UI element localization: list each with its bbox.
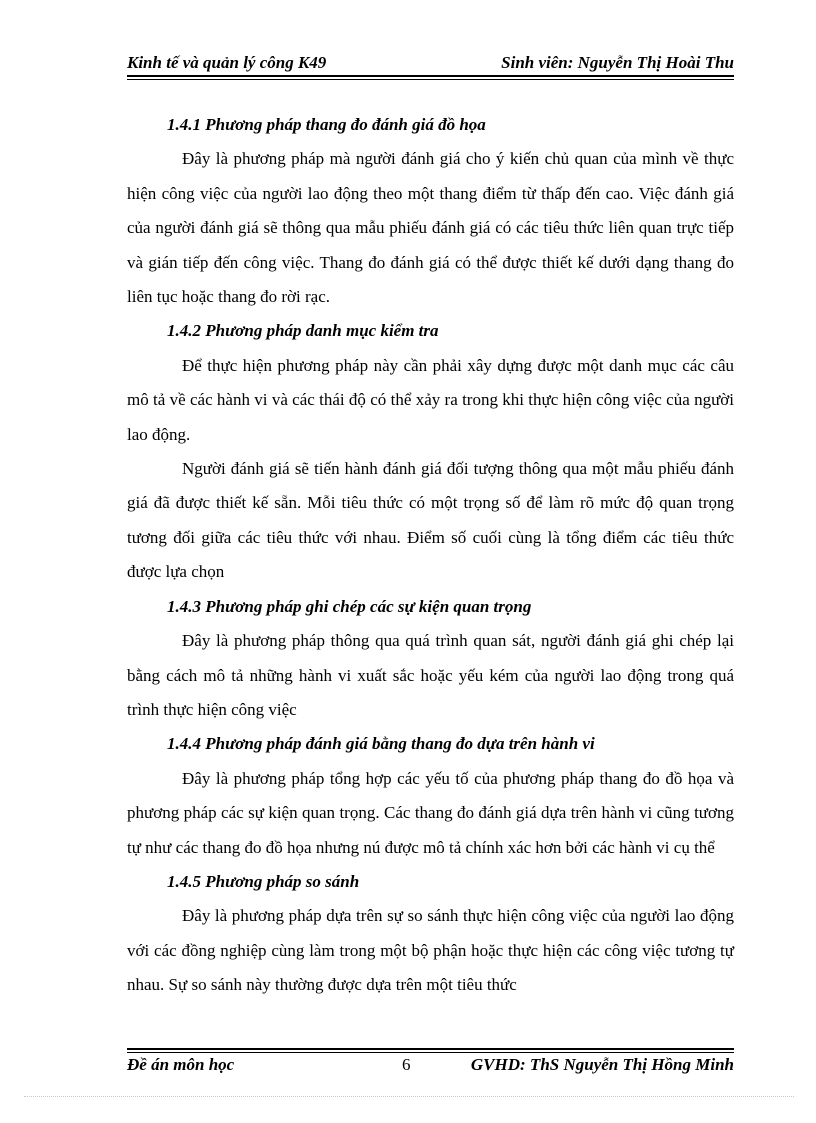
header-student: Sinh viên: Nguyễn Thị Hoài Thu bbox=[501, 53, 734, 72]
page-footer bbox=[127, 1053, 734, 1077]
page-number: 6 bbox=[402, 1055, 411, 1074]
footer-supervisor: GVHD: ThS Nguyễn Thị Hồng Minh bbox=[470, 1055, 734, 1074]
footer-document-type: Đề án môn học bbox=[127, 1055, 235, 1074]
paragraph: Đây là phương pháp tổng hợp các yếu tố của phương pháp thang đo đồ họa và phương pháp các sự kiện quan trọng. Các thang đo đánh giá dựa trên hành vi cũng tương tự như các thang đo đồ họa nhưng nú được mô tả chính xác hơn bởi các hành vi cụ thể bbox=[127, 768, 734, 857]
paragraph: Người đánh giá sẽ tiến hành đánh giá đối tượng thông qua một mẫu phiếu đánh giá đã được thiết kế sẵn. Mỗi tiêu thức có một trọng số để làm rõ mức độ quan trọng tương đối giữa các tiêu thức với nhau. Điểm số cuối cùng là tổng điểm các tiêu thức được lựa chọn bbox=[127, 459, 734, 582]
header-course: Kinh tế và quản lý công K49 bbox=[127, 53, 327, 72]
paragraph: Đây là phương pháp dựa trên sự so sánh thực hiện công việc của người lao động với các đồng nghiệp cùng làm trong một bộ phận hoặc thực hiện các công việc tương tự nhau. Sự so sánh này thường được dựa trên một tiêu thức bbox=[127, 906, 734, 995]
section-heading-1-4-1: 1.4.1 Phương pháp thang đo đánh giá đồ họa bbox=[167, 115, 486, 134]
section-heading-1-4-5: 1.4.5 Phương pháp so sánh bbox=[167, 871, 360, 891]
section-heading-1-4-4: 1.4.4 Phương pháp đánh giá bằng thang đo dựa trên hành vi bbox=[167, 734, 595, 754]
header-rule bbox=[127, 75, 734, 80]
section-heading-1-4-3: 1.4.3 Phương pháp ghi chép các sự kiện quan trọng bbox=[167, 596, 532, 616]
paragraph: Đây là phương pháp thông qua quá trình quan sát, người đánh giá ghi chép lại bằng cách mô tả những hành vi xuất sắc hoặc yếu kém của người lao động trong quá trình thực hiện công việc bbox=[127, 631, 734, 719]
document-body bbox=[127, 108, 734, 1003]
section-heading-1-4-2: 1.4.2 Phương pháp danh mục kiểm tra bbox=[167, 321, 439, 341]
paragraph: Để thực hiện phương pháp này cần phải xây dựng được một danh mục các câu mô tả về các hành vi và các thái độ có thể xảy ra trong khi thực hiện công việc của người lao động. bbox=[127, 355, 734, 444]
page-header bbox=[127, 48, 734, 74]
paragraph: Đây là phương pháp mà người đánh giá cho ý kiến chủ quan của mình về thực hiện công việc của người lao động theo một thang điểm từ thấp đến cao. Việc đánh giá của người đánh giá sẽ thông qua mẫu phiếu đánh giá có các tiêu thức liên quan trực tiếp và gián tiếp đến công việc. Thang đo đánh giá có thể được thiết kế dưới dạng thang đo liên tục hoặc thang đo rời rạc. bbox=[127, 149, 734, 307]
page-edge-divider bbox=[24, 1096, 794, 1097]
